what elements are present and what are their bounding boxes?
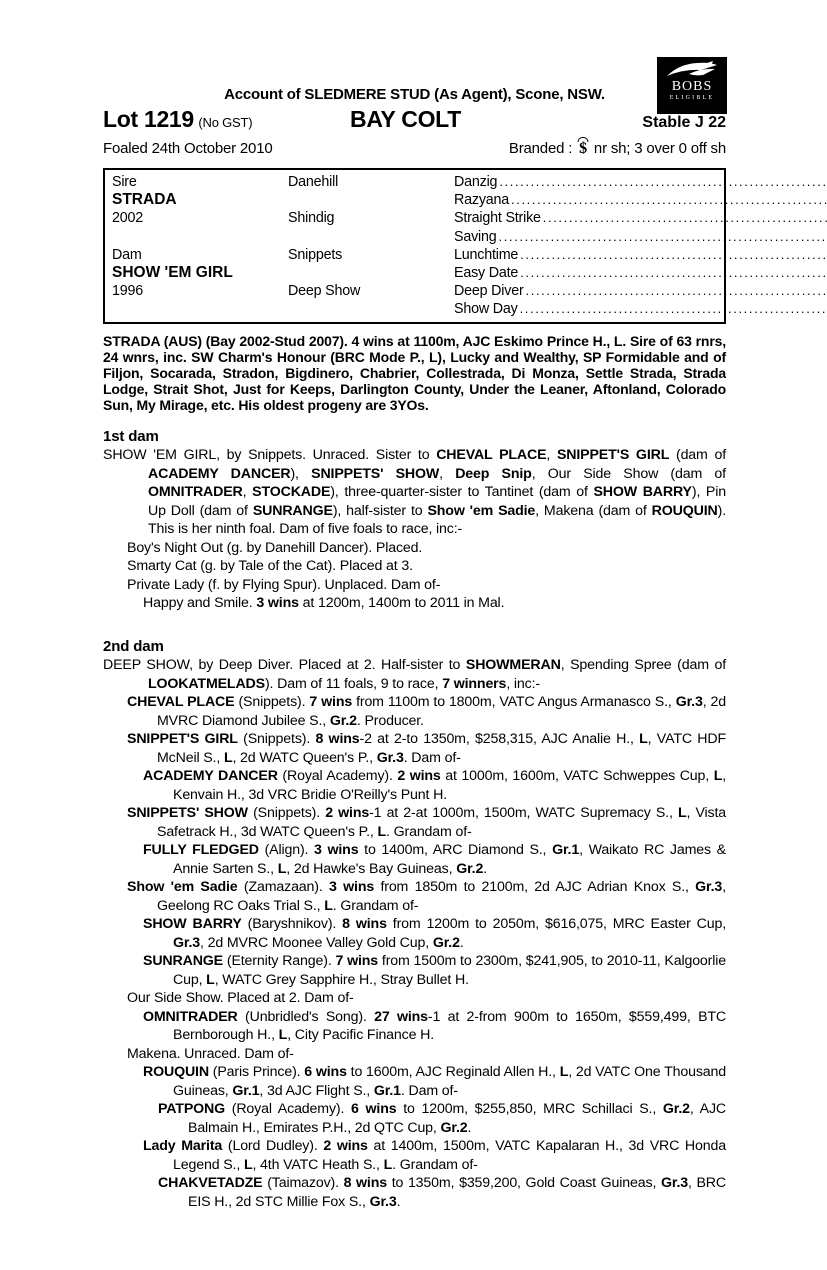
offspring-entry: Makena. Unraced. Dam of-: [127, 1045, 294, 1062]
foaled-date: Foaled 24th October 2010: [103, 140, 273, 157]
dam-parents-column: [288, 246, 454, 319]
brand-symbol-icon: $: [579, 141, 587, 156]
sire-ancestors-column: [454, 173, 827, 246]
page-content: [103, 0, 726, 1211]
offspring-entry: Smarty Cat (g. by Tale of the Cat). Placed at 3.: [127, 558, 413, 575]
dam-lead-paragraph: SHOW 'EM GIRL, by Snippets. Unraced. Sister to CHEVAL PLACE, SNIPPET'S GIRL (dam of ACADEMY DANCER), SNIPPETS' SHOW, Deep Snip, Our Side Show (dam of OMNITRADER, STOCKADE), three-quarter-sister to Tantinet (dam of SHOW BARRY), Pin Up Doll (dam of SUNRANGE), half-sister to Show 'em Sadie, Makena (dam of ROUQUIN). This is her ninth foal. Dam of five foals to race, inc:-: [103, 447, 727, 538]
dot-leader: [520, 246, 827, 264]
ancestor-row: Deep Diver .....: [454, 282, 827, 300]
pedigree-dam-half: [112, 246, 716, 319]
branded-suffix: nr sh; 3 over 0 off sh: [589, 140, 726, 157]
dam-lead-paragraph: DEEP SHOW, by Deep Diver. Placed at 2. Half-sister to SHOWMERAN, Spending Spree (dam of LOOKATMELADS). Dam of 11 foals, 9 to race, 7 winners, inc:-: [103, 657, 726, 692]
ancestor-row: Razyana .....: [454, 191, 827, 209]
dam-name: SHOW 'EM GIRL: [112, 263, 233, 281]
dam-section-heading: 2nd dam: [103, 637, 164, 655]
ancestor-row: Easy Date .....: [454, 264, 827, 282]
dam-label: Dam: [112, 246, 142, 263]
offspring-entry: PATPONG (Royal Academy). 6 wins to 1200m, $255,850, MRC Schillaci S., Gr.2, AJC Balmain H., Emirates P.H., 2d QTC Cup, Gr.2.: [158, 1101, 727, 1136]
branded-info: [509, 140, 726, 157]
offspring-entry: SHOW BARRY (Baryshnikov). 8 wins from 1200m to 2050m, $616,075, MRC Easter Cup, Gr.3, 2d MVRC Moonee Valley Gold Cup, Gr.2.: [143, 916, 726, 951]
ancestor-row: Saving .....: [454, 228, 827, 246]
offspring-entry: Happy and Smile. 3 wins at 1200m, 1400m to 2011 in Mal.: [143, 595, 505, 612]
ancestor-row: Straight Strike .....: [454, 209, 827, 227]
account-line: Account of SLEDMERE STUD (As Agent), Scone, NSW.: [224, 86, 605, 103]
offspring-entry: ROUQUIN (Paris Prince). 6 wins to 1600m, AJC Reginald Allen H., L, 2d VATC One Thousand Guineas, Gr.1, 3d AJC Flight S., Gr.1. Dam of-: [143, 1064, 726, 1099]
progeny-section: [103, 428, 726, 1212]
dam-year: 1996: [112, 283, 144, 300]
dot-leader: [520, 264, 827, 282]
ancestor-row: Danzig .....: [454, 173, 827, 191]
sire-column: [112, 173, 288, 246]
brand-hat-icon: [578, 137, 589, 142]
offspring-entry: ACADEMY DANCER (Royal Academy). 2 wins at 1000m, 1600m, VATC Schweppes Cup, L, Kenvain H., 3d VRC Bridie O'Reilly's Punt H.: [143, 768, 727, 803]
branded-prefix: Branded :: [508, 140, 577, 157]
sire-parents-column: [288, 173, 454, 246]
offspring-entry: SUNRANGE (Eternity Range). 7 wins from 1500m to 2300m, $241,905, to 2010-11, Kalgoorlie Cup, L, WATC Grey Sapphire H., Stray Bullet H.: [143, 953, 726, 988]
page-title: BAY COLT: [350, 106, 461, 132]
pedigree-name: Deep Show: [288, 283, 361, 300]
dot-leader: [520, 300, 827, 318]
sire-summary-paragraph: STRADA (AUS) (Bay 2002-Stud 2007). 4 wins at 1100m, AJC Eskimo Prince H., L. Sire of 63 rnrs, 24 wnrs, inc. SW Charm's Honour (BRC Mode P., L), Lucky and Wealthy, SP Formidable and of Filjon, Socarada, Stradon, Bigdinero, Chabrier, Collestrada, Di Monza, Settle Strada, Strada Lodge, Strait Shot, Just for Keeps, Darlington County, Under the Leaner, Aftonland, Colorado Sun, My Mirage, etc. His oldest progeny are 3YOs.: [103, 332, 726, 414]
offspring-entry: FULLY FLEDGED (Align). 3 wins to 1400m, ARC Diamond S., Gr.1, Waikato RC James & Annie Sarten S., L, 2d Hawke's Bay Guineas, Gr.2.: [143, 842, 726, 877]
sire-year: 2002: [112, 210, 144, 227]
pedigree-sire-half: [112, 173, 716, 246]
ancestor-row: Lunchtime .....: [454, 246, 827, 264]
lot-number-group: [103, 106, 252, 133]
dam-column: [112, 246, 288, 319]
dot-leader: [499, 228, 827, 246]
foaled-branded-row: [103, 140, 726, 157]
offspring-entry: Boy's Night Out (g. by Danehill Dancer). Placed.: [127, 539, 423, 556]
pedigree-name: Snippets: [288, 246, 343, 263]
bobs-logo-text: BOBS: [671, 79, 713, 94]
pedigree-name: Danehill: [288, 174, 339, 190]
offspring-entry: SNIPPETS' SHOW (Snippets). 2 wins-1 at 2-at 1000m, 1500m, WATC Supremacy S., L, Vista Safetrack H., 3d WATC Queen's P., L. Grandam of-: [127, 805, 726, 840]
offspring-entry: OMNITRADER (Unbridled's Song). 27 wins-1 at 2-from 900m to 1650m, $559,499, BTC Bernborough H., L, City Pacific Finance H.: [143, 1008, 726, 1044]
dot-leader: [511, 191, 827, 209]
offspring-entry: Our Side Show. Placed at 2. Dam of-: [127, 990, 354, 1007]
bobs-logo-subtext: ELIGIBLE: [669, 95, 715, 101]
dam-section-heading: 1st dam: [103, 427, 159, 445]
dot-leader: [543, 209, 827, 227]
lot-header-row: [103, 106, 726, 133]
sire-name: STRADA: [112, 191, 177, 209]
offspring-entry: Private Lady (f. by Flying Spur). Unplaced. Dam of-: [127, 576, 441, 593]
ancestor-row: Show Day .....: [454, 300, 827, 318]
dot-leader: [526, 282, 827, 300]
pedigree-name: Shindig: [288, 210, 335, 227]
pedigree-table: [103, 168, 726, 324]
sire-label: Sire: [112, 174, 137, 190]
offspring-entry: Lady Marita (Lord Dudley). 2 wins at 1400m, 1500m, VATC Kapalaran H., 3d VRC Honda Legend S., L, 4th VATC Heath S., L. Grandam of-: [143, 1138, 726, 1173]
offspring-entry: Show 'em Sadie (Zamazaan). 3 wins from 1850m to 2100m, 2d AJC Adrian Knox S., Gr.3, Geelong RC Oaks Trial S., L. Grandam of-: [127, 879, 726, 914]
offspring-entry: CHEVAL PLACE (Snippets). 7 wins from 1100m to 1800m, VATC Angus Armanasco S., Gr.3, 2d MVRC Diamond Jubilee S., Gr.2. Producer.: [127, 694, 726, 729]
lot-number: Lot 1219: [103, 106, 194, 132]
gst-note: (No GST): [198, 115, 253, 130]
offspring-entry: CHAKVETADZE (Taimazov). 8 wins to 1350m, $359,200, Gold Coast Guineas, Gr.3, BRC EIS H., 2d STC Millie Fox S., Gr.3.: [158, 1175, 726, 1210]
dam-ancestors-column: [454, 246, 827, 319]
offspring-entry: SNIPPET'S GIRL (Snippets). 8 wins-2 at 2-to 1350m, $258,315, AJC Analie H., L, VATC HDF McNeil S., L, 2d WATC Queen's P., Gr.3. Dam of-: [127, 731, 726, 766]
stable-number: Stable J 22: [642, 114, 726, 131]
dot-leader: [499, 173, 827, 191]
